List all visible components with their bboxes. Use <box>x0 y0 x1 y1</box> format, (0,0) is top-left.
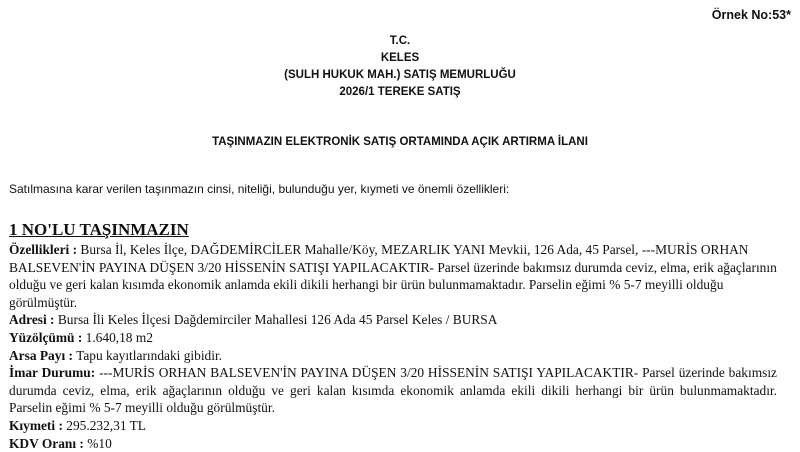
area-label: Yüzölçümü : <box>9 329 83 345</box>
address-label: Adresi : <box>9 312 55 328</box>
property-heading: 1 NO'LU TAŞINMAZIN <box>9 220 189 239</box>
header-office: (SULH HUKUK MAH.) SATIŞ MEMURLUĞU <box>284 69 516 81</box>
address-value: Bursa İli Keles İlçesi Dağdemirciler Mahallesi 126 Ada 45 Parsel Keles / BURSA <box>54 312 498 328</box>
share-value: Tapu kayıtlarındaki gibidir. <box>72 347 223 363</box>
zoning-value: ---MURİS ORHAN BALSEVEN'İN PAYINA DÜŞEN 3/20 HİSSENİN SATIŞI YAPILACAKTIR- Parsel üzerinde bakımsız durumda ceviz, elma, erik ağaçlarının olduğu ve geri kalan kısımda ekonomik anlamda ekili dikili herhangi bir ürün bulunmamaktadır. Parselin eğimi % 5-7 meyilli olduğu görülmüştür. <box>9 365 778 416</box>
area-field <box>9 329 777 347</box>
area-value: 1.640,18 m2 <box>82 329 153 345</box>
document-header <box>0 33 800 101</box>
share-field <box>9 347 777 365</box>
zoning-field <box>9 364 777 417</box>
features-field <box>9 241 777 311</box>
sample-number: Örnek No:53* <box>711 8 791 22</box>
zoning-label: İmar Durumu: <box>9 365 96 381</box>
value-field <box>9 417 777 435</box>
value-value: 295.232,31 TL <box>62 417 146 433</box>
vat-label: KDV Oranı : <box>9 435 84 451</box>
features-value: Bursa İl, Keles İlçe, DAĞDEMİRCİLER Mahalle/Köy, MEZARLIK YANI Mevkii, 126 Ada, 45 Parsel, ---MURİS ORHAN BALSEVEN'İN PAYINA DÜŞEN 3/20 HİSSENİN SATIŞI YAPILACAKTIR- Parsel üzerinde bakımsız durumda ceviz, elma, erik ağaçlarının olduğu ve geri kalan kısımda ekonomik anlamda ekili dikili herhangi bir ürün bulunmamaktadır. Parselin eğimi % 5-7 meyilli olduğu görülmüştür. <box>9 242 777 310</box>
header-country: T.C. <box>389 35 411 47</box>
features-label: Özellikleri : <box>9 242 78 257</box>
value-label: Kıymeti : <box>9 417 63 433</box>
header-case-number: 2026/1 TEREKE SATIŞ <box>339 86 461 98</box>
intro-text: Satılmasına karar verilen taşınmazın cinsi, niteliği, bulunduğu yer, kıymeti ve önemli özellikleri: <box>9 182 510 196</box>
share-label: Arsa Payı : <box>9 347 73 363</box>
vat-value: %10 <box>83 435 112 451</box>
vat-field <box>9 435 777 452</box>
announcement-title: TAŞINMAZIN ELEKTRONİK SATIŞ ORTAMINDA AÇIK ARTIRMA İLANI <box>212 136 588 148</box>
property-section <box>9 219 777 452</box>
header-district: KELES <box>380 52 420 64</box>
address-field <box>9 311 777 329</box>
